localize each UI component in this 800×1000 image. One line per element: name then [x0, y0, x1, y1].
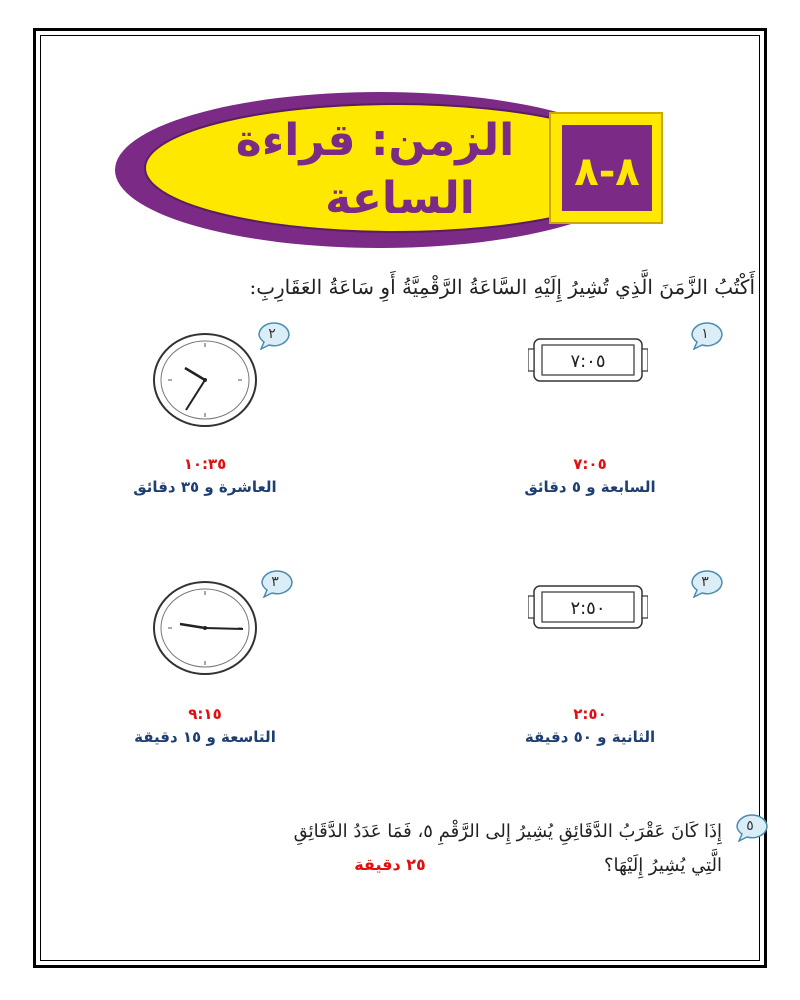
answer-text: العاشرة و ٣٥ دقائق	[133, 478, 277, 496]
question-5-line1: إِذَا كَانَ عَقْرَبُ الدَّقَائِقِ يُشِيرُ إِلى الرَّقْمِ ٥، فَمَا عَدَدُ الدَّقَائِقِ	[293, 821, 722, 842]
question-number-badge: ٢	[255, 320, 297, 350]
question-5-text	[242, 815, 722, 883]
question-5-answer: ٢٥ دقيقة	[354, 855, 426, 874]
question-number-badge: ١	[688, 320, 730, 350]
answer-time: ٩:١٥	[188, 705, 222, 723]
question-number-badge: ٣	[258, 568, 300, 598]
question-5-line2: الَّتِي يُشِيرُ إِلَيْهَا؟	[603, 855, 722, 876]
question-number-badge: ٥	[733, 812, 775, 842]
digital-clock-display: ٢:٥٠	[570, 598, 606, 619]
instruction-text: أَكْتُبُ الزَّمَنَ الَّذِي تُشِيرُ إِلَيْهِ السَّاعَةُ الرَّقْمِيَّةُ أَوِ سَاعَةُ العَقَارِبِ:	[249, 275, 755, 299]
digital-clock	[528, 582, 648, 632]
digital-clock-display: ٧:٠٥	[570, 351, 606, 372]
lesson-number: ٨-٨	[574, 149, 640, 195]
answer-text: التاسعة و ١٥ دقيقة	[134, 728, 276, 746]
banner-title-line1: الزمن: قراءة	[235, 115, 515, 166]
answer-text: السابعة و ٥ دقائق	[524, 478, 656, 496]
minute-hand	[205, 628, 243, 629]
question-number-badge: ٣	[688, 568, 730, 598]
analog-clock	[150, 330, 260, 430]
answer-time: ٢:٥٠	[573, 705, 607, 723]
analog-clock	[150, 578, 260, 678]
banner-title-line2: الساعة	[325, 173, 475, 224]
answer-time: ٧:٠٥	[573, 455, 607, 473]
answer-text: الثانية و ٥٠ دقيقة	[524, 728, 656, 746]
digital-clock	[528, 335, 648, 385]
lesson-banner	[110, 85, 690, 255]
answer-time: ١٠:٣٥	[183, 455, 227, 473]
